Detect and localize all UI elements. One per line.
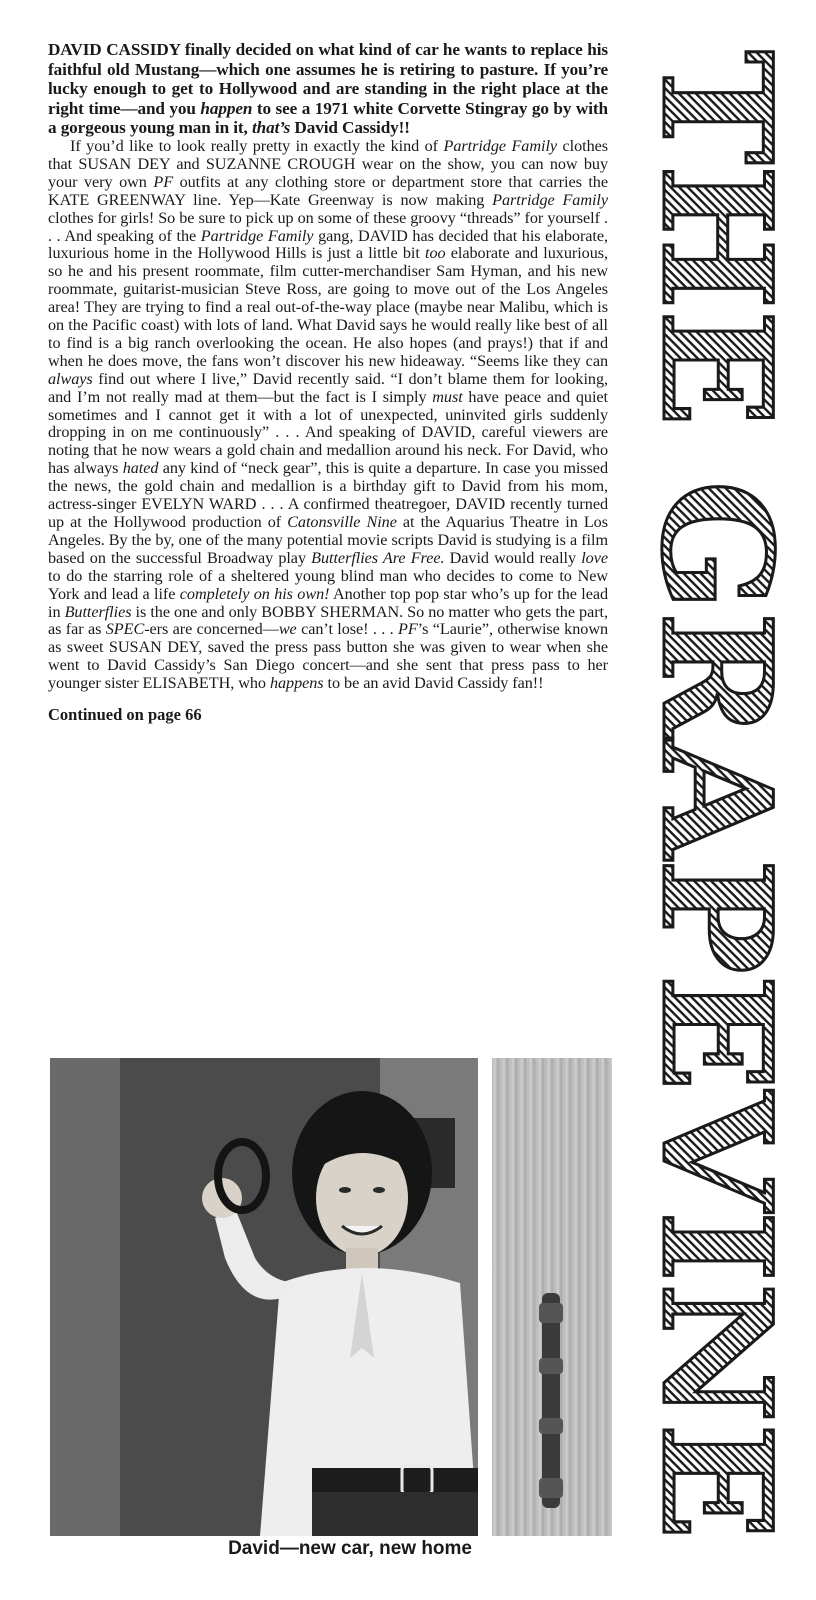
text-run: clothes for girls! So be sure to pick up on some of these groovy “threads” for yourself . . . And speaking of the	[48, 208, 608, 245]
text-run: find out where I live,” David recently said. “I don’t blame them for looking, and I’m not really mad at them—but the fact is I simply	[48, 369, 608, 406]
italic-run: happens	[269, 674, 324, 693]
italic-run: PF	[397, 620, 418, 639]
text-run: David Cassidy!!	[290, 118, 410, 138]
text-run: is the one and only BOBBY SHERMAN. So no matter who gets the part, as far as	[48, 602, 608, 639]
column-title-text: THE GRAPEVINE	[628, 50, 804, 1505]
italic-run: PF	[153, 172, 174, 191]
italic-run: Partridge Family	[443, 136, 558, 155]
text-run: to see a 1971 white Corvette Stingray go by with a gorgeous young man in it,	[48, 98, 608, 138]
article-column	[48, 40, 608, 725]
italic-run: too	[425, 244, 446, 263]
lead-paragraph	[48, 40, 608, 138]
italic-run: we	[278, 620, 297, 639]
text-run: any kind of “neck gear”, this is quite a departure. In case you missed the news, the gold chain and medallion is a birthday gift to David from his mom, actress-singer EVELYN WARD . . . A confirmed theatregoer, DAVID recently turned up at the Hollywood production of	[48, 459, 608, 531]
text-run: elaborate and luxurious, so he and his present roommate, film cutter-merchandiser Sam Hyman, and his new roommate, guitarist-musician Steve Ross, are going to move out of the Los Angeles area! They are trying to find a real out-of-the-way place (maybe near Malibu, which is on the Pacific coast) with lots of land. What David says he would really like best of all to find is a big ranch overlooking the ocean. He also hopes (and prays!) that if and when he does move, the fans won’t discover his new hideaway. “Seems like they can	[48, 244, 608, 370]
text-run: ’s “Laurie”, otherwise known as sweet SUSAN DEY, saved the press pass button she was given to wear when she went to David Cassidy’s San Diego concert—and she sent that press pass to her younger sister ELISABETH, who	[48, 620, 608, 693]
italic-run: happen	[200, 98, 253, 118]
text-run: DAVID CASSIDY finally decided on what kind of car he wants to replace his faithful old Mustang—which one assumes he is retiring to pasture. If you’re lucky enough to get to Hollywood and are standing in the right place at the right time—and you	[48, 40, 608, 118]
italic-run: SPEC	[105, 620, 145, 639]
photo-door-handle	[492, 1058, 612, 1536]
text-run: have peace and quiet sometimes and I cannot get it with a lot of unexpected, uninvited girls suddenly dropping in on me continuously” . . . And speaking of DAVID, careful viewers are noting that he now wears a gold chain and medallion around his neck. For David, who has always	[48, 387, 608, 478]
italic-run: always	[48, 369, 93, 388]
text-run: to do the starring role of a sheltered young blind man who decides to come to New York and lead a life	[48, 566, 608, 603]
italic-run: completely on his own!	[179, 584, 330, 603]
italic-run: Butterflies	[64, 602, 132, 621]
text-run: outfits at any clothing store or department store that carries the KATE GREENWAY line. Yep—Kate Greenway is now making	[48, 172, 608, 209]
italic-run: Partridge Family	[200, 226, 314, 245]
italic-run: Catonsville Nine	[287, 513, 397, 531]
text-run: -ers are concerned—	[144, 620, 279, 639]
photo-david-doorway	[50, 1058, 478, 1536]
continued-note[interactable]: Continued on page 66	[48, 705, 202, 725]
italic-run: that’s	[251, 118, 291, 138]
text-run: gang, DAVID has decided that his elaborate, luxurious home in the Hollywood Hills is just a little bit	[48, 226, 609, 263]
italic-run: love	[581, 548, 608, 567]
text-run: to be an avid David Cassidy fan!!	[323, 674, 544, 693]
italic-run: Butterflies Are Free.	[311, 548, 445, 567]
text-run: can’t lose! . . .	[296, 620, 398, 639]
text-run: David would really	[444, 548, 582, 567]
italic-run: must	[432, 387, 463, 406]
italic-run: Partridge Family	[492, 190, 609, 209]
body-paragraph	[48, 138, 608, 693]
text-run: at the Aquarius Theatre in Los Angeles. By the by, one of the many potential movie scripts David is studying is a film based on the successful Broadway play	[48, 513, 608, 567]
italic-run: hated	[122, 459, 159, 478]
column-title	[628, 40, 804, 1550]
text-run: Another top pop star who’s up for the lead in	[48, 584, 609, 621]
text-run: If you’d like to look really pretty in exactly the kind of	[70, 136, 444, 155]
text-run: clothes that SUSAN DEY and SUZANNE CROUGH wear on the show, you can now buy your very own	[48, 136, 609, 191]
photo-caption: David—new car, new home	[228, 1538, 472, 1559]
